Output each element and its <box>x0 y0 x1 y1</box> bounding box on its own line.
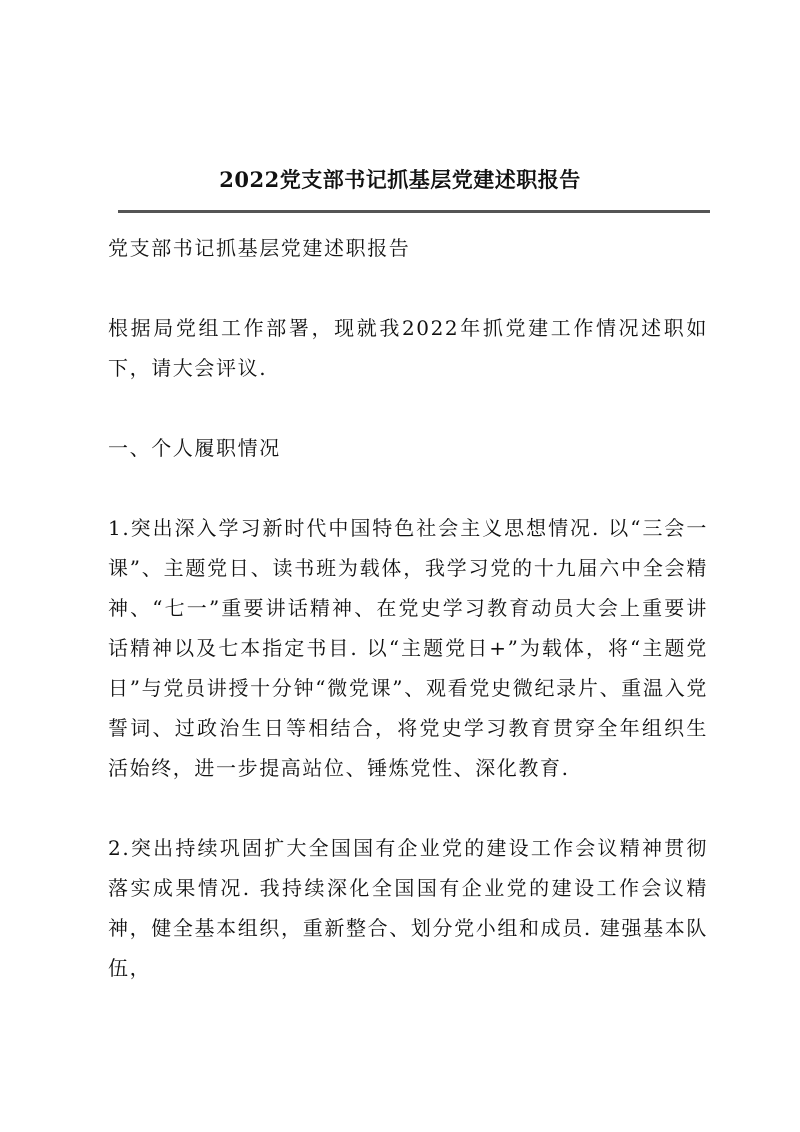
section-heading: 一、个人履职情况 <box>108 436 281 460</box>
body-paragraph: 2.突出持续巩固扩大全国国有企业党的建设工作会议精神贯彻落实成果情况. 我持续深化全国国有企业党的建设工作会议精神，健全基本组织，重新整合、划分党小组和成员. 建强基本队伍， <box>108 836 708 980</box>
title-divider <box>118 210 710 213</box>
document-body <box>108 228 708 988</box>
intro-paragraph: 根据局党组工作部署，现就我2022年抓党建工作情况述职如下，请大会评议. <box>108 316 708 380</box>
subtitle-paragraph: 党支部书记抓基层党建述职报告 <box>108 236 411 260</box>
document-title: 2022党支部书记抓基层党建述职报告 <box>219 167 581 192</box>
body-paragraph: 1.突出深入学习新时代中国特色社会主义思想情况. 以“三会一课”、主题党日、读书班为载体，我学习党的十九届六中全会精神、“七一”重要讲话精神、在党史学习教育动员大会上重要讲话精神以及七本指定书目. 以“主题党日+”为载体，将“主题党日”与党员讲授十分钟“微党课”、观看党史微纪录片、重温入党誓词、过政治生日等相结合，将党史学习教育贯穿全年组织生活始终，进一步提高站位、锤炼党性、深化教育. <box>108 516 708 780</box>
